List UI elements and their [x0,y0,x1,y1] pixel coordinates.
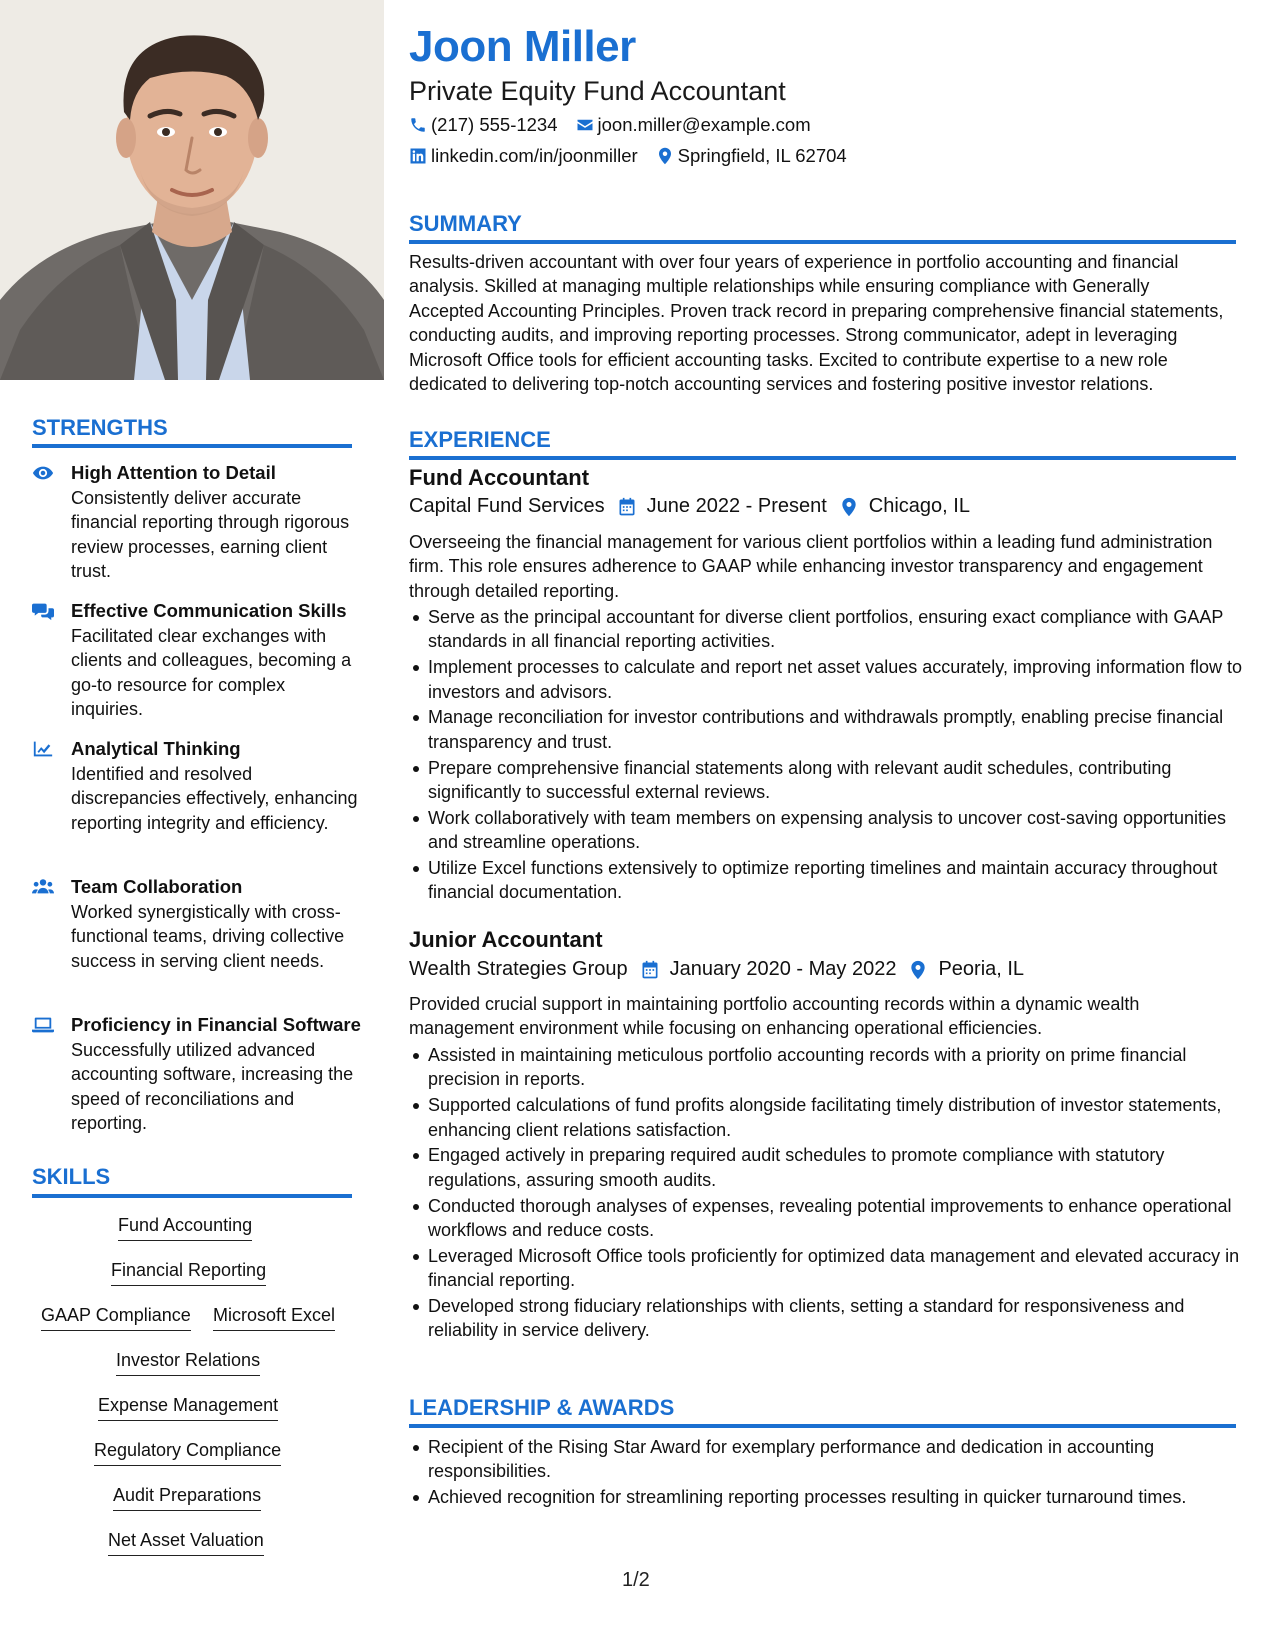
contact-row [409,145,865,167]
sidebar [0,0,384,1650]
skill-tag: Fund Accounting [118,1215,252,1241]
skill-tag: GAAP Compliance [41,1305,191,1331]
job-dates: June 2022 - Present [646,495,827,517]
experience-heading: EXPERIENCE [409,427,551,452]
job-bullets [409,1043,1243,1344]
location-text: Springfield, IL 62704 [677,145,847,166]
users-icon [32,877,56,897]
map-pin-icon [839,497,859,517]
skill-tag: Expense Management [98,1395,278,1421]
phone-icon [409,116,427,134]
list-item: Work collaboratively with team members on expensing analysis to uncover cost-saving opportunities and streamline operations. [428,806,1243,855]
strength-title: Analytical Thinking [71,738,241,759]
skill-tag: Net Asset Valuation [108,1530,264,1556]
map-pin-icon [908,960,928,980]
awards-heading: LEADERSHIP & AWARDS [409,1395,675,1420]
job-summary: Overseeing the financial management for various client portfolios within a leading fund administration firm. This role ensures adherence to GAAP while enhancing investor transparency and engagement through detailed reporting. [409,532,1213,601]
summary-heading: SUMMARY [409,211,522,236]
contact-row [409,114,829,136]
strength-title: Effective Communication Skills [71,600,347,621]
map-pin-icon [656,147,674,165]
list-item: Leveraged Microsoft Office tools proficiently for optimized data management and elevated accuracy in financial reporting. [428,1244,1243,1293]
email-contact[interactable] [576,114,811,136]
summary-text: Results-driven accountant with over four years of experience in portfolio accounting and financial analysis. Skilled at managing multiple relationships while ensuring compliance with Generally Accepted Accounting Principles. Proven track record in preparing comprehensive financial statements, conducting audits, and improving reporting processes. Strong communicator, adept in leveraging Microsoft Office tools for efficient accounting tasks. Excited to contribute expertise to a new role dedicated to delivering top-notch accounting services and fostering positive investor relations. [409,252,1224,395]
job-meta [409,495,970,518]
list-item: Engaged actively in preparing required audit schedules to promote compliance with statutory regulations, assuring smooth audits. [428,1143,1243,1192]
list-item: Assisted in maintaining meticulous portfolio accounting records with a priority on prime financial precision in reports. [428,1043,1243,1092]
job-position-title: Junior Accountant [409,927,603,952]
envelope-icon [576,116,594,134]
phone-contact [409,114,558,136]
profile-photo [0,0,384,380]
skill-tag: Microsoft Excel [213,1305,335,1331]
strength-description: Worked synergistically with cross-functional teams, driving collective success in serving client needs. [71,902,345,971]
skill-tag: Financial Reporting [111,1260,266,1286]
job-position-title: Fund Accountant [409,465,590,490]
job-location: Peoria, IL [938,958,1025,980]
skills-divider [32,1194,352,1198]
linkedin-icon [409,147,427,165]
laptop-icon [32,1015,56,1035]
calendar-icon [617,497,637,517]
strength-description: Successfully utilized advanced accounting software, increasing the speed of reconciliations and reporting. [71,1040,354,1134]
strength-title: Proficiency in Financial Software [71,1014,361,1035]
strengths-heading: STRENGTHS [32,415,168,440]
calendar-icon [640,960,660,980]
job-summary: Provided crucial support in maintaining portfolio accounting records within a dynamic wealth management environment while focusing on enhancing operational efficiencies. [409,994,1140,1039]
awards-bullets [409,1435,1243,1511]
strength-title: High Attention to Detail [71,462,276,483]
list-item: Recipient of the Rising Star Award for exemplary performance and dedication in accounting responsibilities. [428,1435,1243,1484]
company-name: Wealth Strategies Group [409,958,628,980]
list-item: Conducted thorough analyses of expenses, revealing potential improvements to enhance operational workflows and reduce costs. [428,1194,1243,1243]
list-item: Implement processes to calculate and report net asset values accurately, improving information flow to investors and advisors. [428,655,1243,704]
strengths-divider [32,444,352,448]
linkedin-text[interactable]: linkedin.com/in/joonmiller [431,145,638,166]
eye-icon [32,463,56,483]
skill-tag: Regulatory Compliance [94,1440,281,1466]
location-contact [656,145,847,167]
list-item: Achieved recognition for streamlining reporting processes resulting in quicker turnaround times. [428,1485,1243,1509]
awards-divider [409,1424,1236,1428]
email-text[interactable]: joon.miller@example.com [597,114,811,135]
company-name: Capital Fund Services [409,495,605,517]
job-title-headline: Private Equity Fund Accountant [409,76,786,106]
job-dates: January 2020 - May 2022 [669,958,897,980]
job-meta [409,958,1024,981]
skills-heading: SKILLS [32,1164,111,1189]
job-location: Chicago, IL [868,495,970,517]
candidate-name: Joon Miller [409,22,636,71]
list-item: Developed strong fiduciary relationships with clients, setting a standard for responsiveness and reliability in service delivery. [428,1294,1243,1343]
job-bullets [409,605,1243,906]
phone-text: (217) 555-1234 [431,114,558,135]
list-item: Manage reconciliation for investor contributions and withdrawals promptly, enabling precise financial transparency and trust. [428,705,1243,754]
skill-tag: Investor Relations [116,1350,260,1376]
strength-description: Consistently deliver accurate financial reporting through rigorous review processes, earning client trust. [71,488,350,582]
experience-divider [409,456,1236,460]
skill-tag: Audit Preparations [113,1485,261,1511]
list-item: Utilize Excel functions extensively to optimize reporting timelines and maintain accuracy throughout financial documentation. [428,856,1243,905]
strength-description: Identified and resolved discrepancies effectively, enhancing reporting integrity and efficiency. [71,764,358,833]
strength-description: Facilitated clear exchanges with clients and colleagues, becoming a go-to resource for complex inquiries. [71,626,352,720]
list-item: Prepare comprehensive financial statements along with relevant audit schedules, contributing significantly to successful external reviews. [428,756,1243,805]
summary-divider [409,240,1236,244]
line-chart-icon [32,739,56,759]
list-item: Serve as the principal accountant for diverse client portfolios, ensuring exact compliance with GAAP standards in all financial reporting activities. [428,605,1243,654]
page-number: 1/2 [622,1569,650,1591]
strength-title: Team Collaboration [71,876,243,897]
chat-bubbles-icon [32,601,56,621]
linkedin-contact[interactable] [409,145,638,167]
list-item: Supported calculations of fund profits alongside facilitating timely distribution of investor statements, enhancing client relations satisfaction. [428,1093,1243,1142]
